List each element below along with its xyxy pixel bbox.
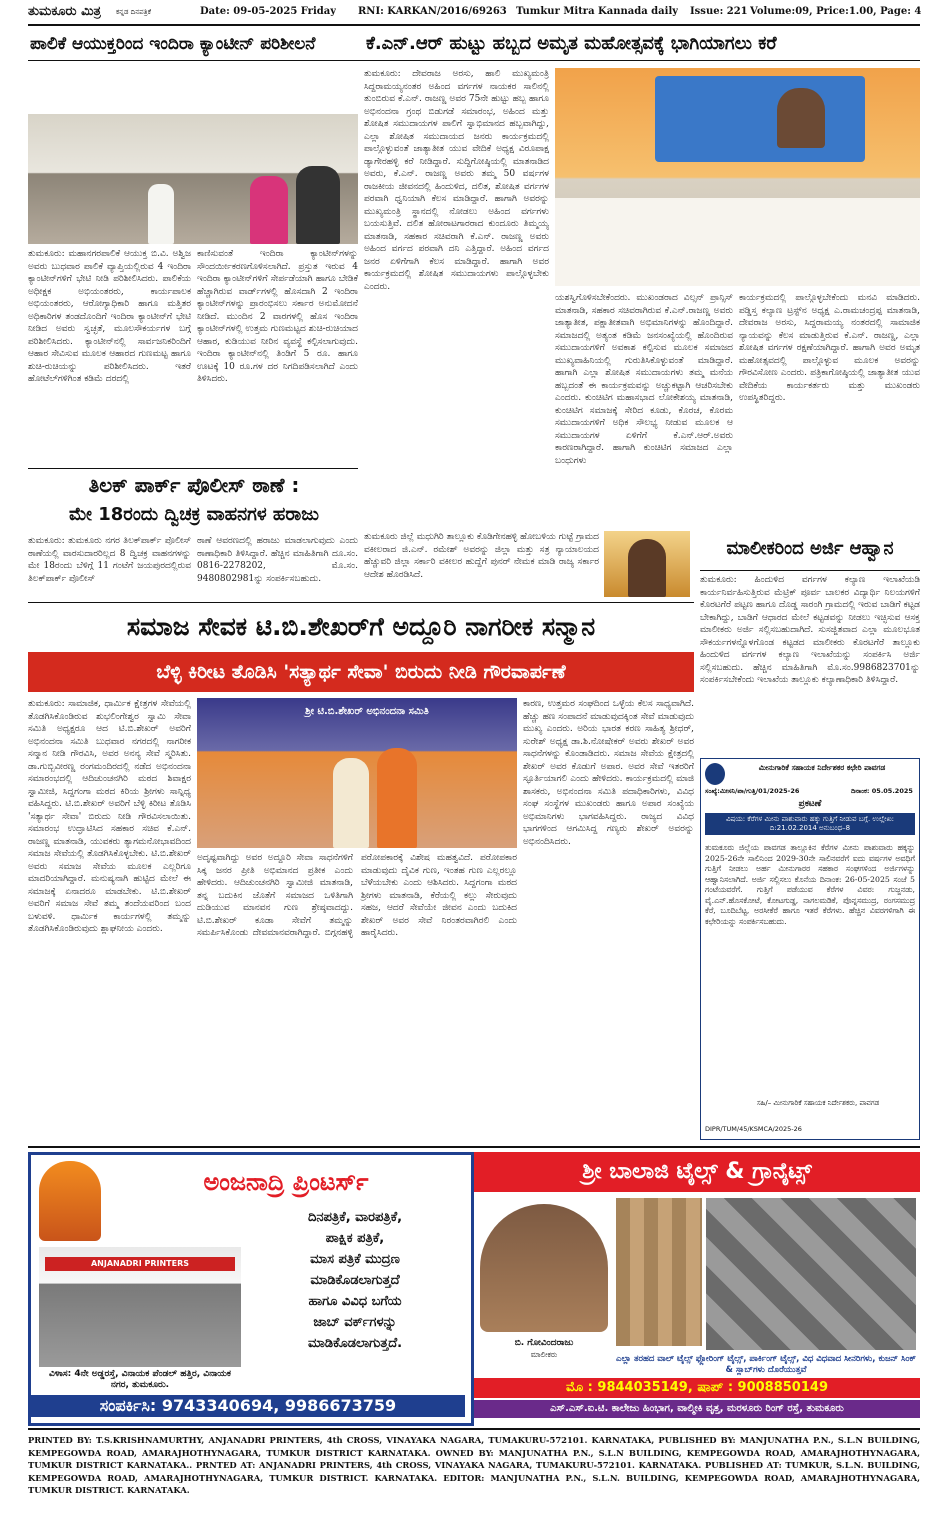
photo-person-white	[148, 184, 174, 244]
ad2-person: ಬಿ. ಗೋವಿಂದರಾಜು	[514, 1338, 574, 1348]
ad2-person-role: ಮಾಲೀಕರು	[530, 1350, 558, 1359]
ad1-contact: ಸಂಪರ್ಕಿಸಿ: 9743340694, 9986673759	[31, 1395, 465, 1417]
masthead-volume: Volume:09, Price:1.00, Page: 4	[750, 6, 922, 17]
ad1-lines	[249, 1207, 461, 1354]
story3-rule	[28, 468, 358, 469]
notice-sign: ಸಹಿ/– ಮೀನುಗಾರಿಕೆ ಸಹಾಯಕ ನಿರ್ದೇಶಕರು, ಪಾವಗಡ	[756, 1099, 880, 1107]
story3-headline2: ಮೇ 18ರಂದು ದ್ವಿಚಕ್ರ ವಾಹನಗಳ ಹರಾಜು	[68, 504, 320, 525]
ad1-shop-photo	[39, 1247, 241, 1367]
ad2-sample-tiles	[616, 1198, 702, 1346]
ad1-line: ದಿನಪತ್ರಿಕೆ, ವಾರಪತ್ರಿಕೆ,	[307, 1210, 403, 1225]
story5-subhead: ಬೆಳ್ಳಿ ಕಿರೀಟ ತೊಡಿಸಿ 'ಸತ್ಯಾರ್ಥ ಸೇವಾ' ಬಿರುದು ನೀಡಿ ಗೌರವಾರ್ಪಣೆ	[156, 661, 566, 683]
headline-rule	[28, 60, 920, 61]
ad2-address: ಎಸ್.ಎಸ್.ಐ.ಟಿ. ಕಾಲೇಜು ಹಿಂಭಾಗ, ವಾಲ್ಮೀಕಿ ವೃತ್ತ, ಮರಳೂರು ರಿಂಗ್ ರಸ್ತೆ, ತುಮಕೂರು	[474, 1400, 920, 1418]
ad-balaji-tiles	[474, 1152, 920, 1420]
notice-date: ದಿನಾಂಕ: 05.05.2025	[851, 787, 913, 795]
notice-box	[700, 758, 920, 1140]
notice-body: ತುಮಕೂರು ಜಿಲ್ಲೆಯ ಪಾವಗಡ ತಾಲ್ಲೂಕಿನ ಕೆರೆಗಳ ಮೀನು ಪಾಶುವಾರು ಹಕ್ಕನ್ನು 2025-26ನೇ ಸಾಲಿನಿಂದ 2029-30ನೇ ಸಾಲಿನವರೆಗೆ ಐದು ವರ್ಷಗಳ ಅವಧಿಗೆ ಗುತ್ತಿಗೆ ನೀಡಲು ಅರ್ಹ ಮೀನುಗಾರರ ಸಹಕಾರ ಸಂಘಗಳಿಂದ ಅರ್ಜಿಗಳನ್ನು ಆಹ್ವಾನಿಸಲಾಗಿದೆ. ಅರ್ಜಿ ಸಲ್ಲಿಸಲು ಕೊನೆಯ ದಿನಾಂಕ: 26-05-2025 ಸಂಜೆ 5 ಗಂಟೆಯವರೆಗೆ. ಗುತ್ತಿಗೆ ಪಡೆಯುವ ಕೆರೆಗಳ ವಿವರ: ಗುಜ್ಜನಡು, ವೈ.ಎನ್.ಹೊಸಕೋಟೆ, ಕೋಟಗುಡ್ಡ, ನಾಗಲಮಡಿಕೆ, ಪೊನ್ನಸಮುದ್ರ, ರಂಗಸಮುದ್ರ ಕೆರೆ, ಬೂದಿಬೆಟ್ಟ, ಅರಸೀಕೆರೆ ಹಾಗೂ ಇತರೆ ಕೆರೆಗಳು. ಹೆಚ್ಚಿನ ವಿವರಗಳಿಗಾಗಿ ಈ ಕಛೇರಿಯನ್ನು ಸಂಪರ್ಕಿಸಬಹುದು.	[705, 843, 915, 926]
ad1-title: ಅಂಜನಾದ್ರಿ ಪ್ರಿಂಟರ್ಸ್	[203, 1168, 369, 1196]
notice-org: ಮೀನುಗಾರಿಕೆ ಸಹಾಯಕ ನಿರ್ದೇಶಕರ ಕಛೇರಿ ಪಾವಗಡ	[758, 763, 886, 772]
brief-portrait	[628, 539, 666, 597]
story3-col2: ಠಾಣೆ ಆವರಣದಲ್ಲಿ ಹರಾಜು ಮಾಡಲಾಗುವುದು ಎಂದು ಠಾಣಾಧಿಕಾರಿ ತಿಳಿಸಿದ್ದಾರೆ. ಹೆಚ್ಚಿನ ಮಾಹಿತಿಗಾಗಿ ದೂ.ಸಂ. 0816-2278202, ಮೊ.ಸಂ. 9480802981ನ್ನು ಸಂಪರ್ಕಿಸಬಹುದು.	[197, 536, 358, 584]
story2-photo	[555, 68, 920, 286]
ad2-phones: ಮೊ : 9844035149, ಷಾಪ್ : 9008850149	[474, 1378, 920, 1398]
notice-emblem	[705, 763, 725, 785]
story5-col1: ತುಮಕೂರು: ಸಾಮಾಜಿಕ, ಧಾರ್ಮಿಕ ಕ್ಷೇತ್ರಗಳ ಸೇವೆಯಲ್ಲಿ ತೊಡಗಿಸಿಕೊಂಡಿರುವ ಶುಭಲಿಂಗೇಶ್ವರ ಸ್ವಾಮಿ ಸೇವಾ ಸಮಿತಿ ಅಧ್ಯಕ್ಷರೂ ಆದ ಟಿ.ಬಿ.ಶೇಖರ್ ಅವರಿಗೆ ಅಭಿನಂದನಾ ಸಮಿತಿ ಬುಧವಾರ ನಗರದಲ್ಲಿ ನಾಗರೀಕ ಸನ್ಮಾನ ನೀಡಿ ಗೌರವಿಸಿ, ಅವರ ಅನನ್ಯ ಸೇವೆ ಸ್ಮರಿಸಿತು. ಡಾ.ಗುಬ್ಬಿವೀರಣ್ಣ ರಂಗಮಂದಿರದಲ್ಲಿ ನಡೆದ ಅಭಿನಂದನಾ ಸಮಾರಂಭದಲ್ಲಿ ಆದಿಚುಂಚನಗಿರಿ ಮಠದ ಶಿವಾಕ್ಷರ ಸ್ವಾಮೀಜಿ, ಸಿದ್ದಗಂಗಾ ಮಠದ ಕಿರಿಯ ಶ್ರೀಗಳು ಸಾನ್ನಿಧ್ಯ ವಹಿಸಿದ್ದರು. ಟಿ.ಬಿ.ಶೇಖರ್ ಅವರಿಗೆ ಬೆಳ್ಳಿ ಕಿರೀಟ ತೊಡಿಸಿ 'ಸತ್ಯಾರ್ಥ ಸೇವಾ' ಬಿರುದು ನೀಡಿ ಗೌರವಿಸಲಾಯಿತು. ಸಮಾರಂಭ ಉದ್ಘಾಟಿಸಿದ ಸಹಕಾರ ಸಚಿವ ಕೆ.ಎನ್. ರಾಜಣ್ಣ ಮಾತನಾಡಿ, ಯುವಕರು ತ್ಯಾಗಮನೋಭಾವದಿಂದ ಸಮಾಜ ಸೇವೆಯಲ್ಲಿ ತೊಡಗಿಸಿಕೊಳ್ಳಬೇಕು. ಟಿ.ಬಿ.ಶೇಖರ್ ಅವರು ಸಮಾಜ ಸೇವೆಯ ಮೂಲಕ ಎಲ್ಲರಿಗೂ ಮಾದರಿಯಾಗಿದ್ದಾರೆ. ಮನುಷ್ಯನಾಗಿ ಹುಟ್ಟಿದ ಮೇಲೆ ಈ ಸಮಾಜಕ್ಕೆ ಏನಾದರೂ ಮಾಡಬೇಕು. ಟಿ.ಬಿ.ಶೇಖರ್ ಅವರಿಗೆ ಸಮಾಜ ಸೇವೆ ತಮ್ಮ ತಂದೆಯವರಿಂದ ಬಂದ ಬಳುವಳಿ. ಧಾರ್ಮಿಕ ಕಾರ್ಯಗಳಲ್ಲಿ ತಮ್ಮನ್ನು ತೊಡಗಿಸಿಕೊಂಡಿರುವುದು ಶ್ಲಾಘನೀಯ ಎಂದರು.	[28, 699, 191, 934]
story5-subhead-band	[28, 652, 694, 692]
story1-col2: ಕಾಣಿಸುವಂತೆ ಇಂದಿರಾ ಕ್ಯಾಂಟೀನ್‌ಗಳನ್ನು ಸೌಂದರ್ಯೀಕರಣಗೊಳಿಸಲಾಗಿದೆ. ಪ್ರಸ್ತುತ ಇರುವ 4 ಇಂದಿರಾ ಕ್ಯಾಂಟೀನ್‌ಗಳಿಗೆ ಸೇರ್ಪಡೆಯಾಗಿ ಹಾಗೂ ಬೇಡಿಕೆ ಹೆಚ್ಚಾಗಿರುವ ವಾರ್ಡ್‌ಗಳಲ್ಲಿ ಹೊಸದಾಗಿ 2 ಇಂದಿರಾ ಕ್ಯಾಂಟೀನ್‌ಗಳನ್ನು ಪ್ರಾರಂಭಿಸಲು ಸರ್ಕಾರ ಅನುಮೋದನೆ ನೀಡಿದೆ. ಮುಂದಿನ 2 ವಾರಗಳಲ್ಲಿ ಹೊಸ ಇಂದಿರಾ ಕ್ಯಾಂಟೀನ್‌ಗಳಲ್ಲಿ ಉತ್ತಮ ಗುಣಮಟ್ಟದ ಶುಚಿ-ರುಚಿಯಾದ ಆಹಾರ, ಕುಡಿಯುವ ನೀರಿನ ವ್ಯವಸ್ಥೆ ಕಲ್ಪಿಸಲಾಗುವುದು. ಇಂದಿರಾ ಕ್ಯಾಂಟೀನ್‌ನಲ್ಲಿ ತಿಂಡಿಗೆ 5 ರೂ. ಹಾಗೂ ಊಟಕ್ಕೆ 10 ರೂ.ಗಳ ದರ ನಿಗದಿಪಡಿಸಲಾಗಿದೆ ಎಂದು ತಿಳಿಸಿದರು.	[197, 249, 358, 384]
story2-col2: ಯಶಸ್ವಿಗೊಳಿಸಬೇಕೆಂದರು. ಮುಖಂಡರಾದ ವಿಲ್ಸನ್ ಪ್ರಾನ್ಸಿಸ್ ಮಾತನಾಡಿ, ಸಹಕಾರ ಸಚಿವರಾಗಿರುವ ಕೆ.ಎನ್.ರಾಜಣ್ಣ ಅವರು ಜಾತ್ಯಾತೀತ, ಪಕ್ಷಾತೀತವಾಗಿ ಅಭಿಮಾನಿಗಳನ್ನು ಹೊಂದಿದ್ದಾರೆ. ಸಮಾಜದಲ್ಲಿ ಅತ್ಯಂತ ಕಡಿಮೆ ಜನಸಂಖ್ಯೆಯಲ್ಲಿ ಹೊಂದಿರುವ ಸಮುದಾಯಗಳಿಗೆ ಅವಕಾಶ ಕಲ್ಪಿಸುವ ಮೂಲಕ ಸಮಾಜದ ಮುಖ್ಯವಾಹಿನಿಯಲ್ಲಿ ಗುರುತಿಸಿಕೊಳ್ಳುವಂತೆ ಮಾಡಿದ್ದಾರೆ. ಹಾಗಾಗಿ ಎಲ್ಲಾ ಶೋಷಿತ ಸಮುದಾಯಗಳು ತಮ್ಮ ಮನೆಯ ಹಬ್ಬದಂತೆ ಈ ಕಾರ್ಯಕ್ರಮವನ್ನು ಅಚ್ಚುಕಟ್ಟಾಗಿ ಆಚರಿಸಬೇಕು ಎಂದರು. ಕುಂಚಿಟಿಗ ಮಹಾಸಭಾದ ಲೋಕೇಶಯ್ಯ ಮಾತನಾಡಿ, ಕುಂಚಿಟಿಗ ಸಮಾಜಕ್ಕೆ ಸೇರಿದ ಕೂಡು, ಕೊರಚ, ಕೊರಮ ಸಮುದಾಯಗಳಿಗೆ ಅಧಿಕ ಸೌಲಭ್ಯ ನೀಡುವ ಮೂಲಕ ಆ ಸಮುದಾಯಗಳ ಏಳಿಗೆಗೆ ಕೆ.ಎನ್.ಆರ್.ಅವರು ಕಾರಣರಾಗಿದ್ದಾರೆ. ಹಾಗಾಗಿ ಕುಂಚಿಟಿಗ ಸಮಾಜದ ಎಲ್ಲಾ ಬಂಧುಗಳು	[555, 293, 733, 466]
ad1-line: ಮಾಡಿಕೊಡಲಾಗುತ್ತದೆ.	[307, 1336, 403, 1351]
masthead-issue: Issue: 221	[690, 6, 748, 17]
ad1-line: ಮಾಸ ಪತ್ರಿಕೆ ಮುದ್ರಣ	[310, 1252, 400, 1267]
story5-col2: ಅದೃಷ್ಟವಾಗಿದ್ದು ಅವರ ಅದ್ದೂರಿ ಸೇವಾ ಸಾಧನೆಗಳಿಗೆ ಸಿಕ್ಕ ಜನರ ಪ್ರೀತಿ ಅಭಿಮಾನದ ಪ್ರತೀಕ ಎಂದು ಹೇಳಿದರು. ಆದಿಚುಂಚನಗಿರಿ ಸ್ವಾಮೀಜಿ ಮಾತನಾಡಿ, ತನ್ನ ಬದುಕಿನ ಜೊತೆಗೆ ಸಮಾಜದ ಒಳಿತಿಗಾಗಿ ದುಡಿಯುವ ಮಾನವನ ಗುಣ ಶ್ರೇಷ್ಠವಾದದ್ದು. ಟಿ.ಬಿ.ಶೇಖರ್ ಕೂಡಾ ಸೇವೆಗೆ ತಮ್ಮನ್ನು ಸಮರ್ಪಿಸಿಕೊಂಡು ದೇವಮಾನವರಾಗಿದ್ದಾರೆ. ಬಿಗ್ಗನಹಳ್ಳಿ ಪರೋಪಕಾರಕ್ಕೆ ವಿಶೇಷ ಮಹತ್ವವಿದೆ. ಪರೋಪಕಾರ ಮಾಡುವುದು ದೈವಿಕ ಗುಣ, ಇಂತಹ ಗುಣ ಎಲ್ಲರಲ್ಲೂ ಬೆಳೆಯಬೇಕು ಎಂದು ಆಶಿಸಿದರು. ಸಿದ್ದಗಂಗಾ ಮಠದ ಶ್ರೀಗಳು ಮಾತನಾಡಿ, ಕೆರೆಯಲ್ಲಿ ಕಲ್ಲು ಸೇರುವುದು ಸಹಜ, ಆದರೆ ಸೇವೆಯೇ ಜೀವನ ಎಂದು ಬದುಕಿದ ಶೇಖರ್ ಅವರ ಸೇವೆ ನಿರಂತರವಾಗಿರಲಿ ಎಂದು ಹಾರೈಸಿದರು.	[197, 853, 517, 938]
ad1-line: ಪಾಕ್ಷಿಕ ಪತ್ರಿಕೆ,	[325, 1231, 385, 1246]
photo-person-dark	[296, 166, 340, 244]
ad1-line: ಜಾಬ್ ವರ್ಕ್‌ಗಳನ್ನು	[313, 1315, 397, 1330]
story2-col3: ಕಾರ್ಯಕ್ರಮದಲ್ಲಿ ಪಾಲ್ಗೊಳ್ಳಬೇಕೆಂದು ಮನವಿ ಮಾಡಿದರು. ಪಡ್ಡಿಸ್ತ ಕಲ್ಯಾಣ ಟ್ರಸ್ಟ್‌ನ ಅಧ್ಯಕ್ಷ ಎ.ರಾಮಚಂದ್ರಪ್ಪ ಮಾತನಾಡಿ, ದೇವರಾಜ ಅರಸು, ಸಿದ್ದರಾಮಯ್ಯ ನಂತರದಲ್ಲಿ ಸಾಮಾಜಿಕ ನ್ಯಾಯವನ್ನು ಕೆಲಸ ಮಾಡುತ್ತಿರುವ ಕೆ.ಎನ್. ರಾಜಣ್ಣ, ಎಲ್ಲಾ ಶೋಷಿತ ವರ್ಗಗಳ ರಕ್ಷಣೆಯಾಗಿದ್ದಾರೆ. ಹಾಗಾಗಿ ಅವರ ಅಮೃತ ಮಹೋತ್ಸವದಲ್ಲಿ ಪಾಲ್ಗೊಳ್ಳುವ ಮೂಲಕ ಅವರನ್ನು ಗೌರವಿಸೋಣ ಎಂದರು. ಪತ್ರಿಕಾಗೋಷ್ಠಿಯಲ್ಲಿ ಜಾತ್ಯಾತೀತ ಯುವ ವೇದಿಕೆಯ ಕಾರ್ಯಕರ್ತರು ಮತ್ತು ಮುಖಂಡರು ಉಪಸ್ಥಿತರಿದ್ದರು.	[739, 293, 920, 403]
story1-photo	[28, 114, 358, 244]
masthead-rni: RNI: KARKAN/2016/69263	[358, 6, 507, 17]
photo-swamiji	[377, 748, 417, 848]
story5-photo-banner: ಶ್ರೀ ಟಿ.ಬಿ.ಶೇಖರ್ ಅಭಿನಂದನಾ ಸಮಿತಿ	[305, 706, 429, 717]
story4-text: ತುಮಕೂರು: ಹಿಂದುಳಿದ ವರ್ಗಗಳ ಕಲ್ಯಾಣ ಇಲಾಖೆಯಡಿ ಕಾರ್ಯನಿರ್ವಹಿಸುತ್ತಿರುವ ಮೆಟ್ರಿಕ್ ಪೂರ್ವ ಬಾಲಕರ ವಿದ್ಯಾರ್ಥಿ ನಿಲಯಗಳಿಗೆ ಕೊರಟಗೆರೆ ಪಟ್ಟಣ ಹಾಗೂ ದೊಡ್ಡ ಸಾರಂಗಿ ಗ್ರಾಮದಲ್ಲಿ ಇರುವ ಬಾಡಿಗೆ ಕಟ್ಟಡ ಬೇಕಾಗಿದ್ದು, ಬಾಡಿಗೆ ಆಧಾರದ ಮೇಲೆ ಕಟ್ಟಡವನ್ನು ನೀಡಲು ಇಚ್ಛಿಸುವ ಆಸಕ್ತ ಮಾಲೀಕರು ಅರ್ಜಿ ಸಲ್ಲಿಸಬಹುದಾಗಿದೆ. ಸುಸಜ್ಜಿತವಾದ ಎಲ್ಲಾ ಮೂಲಭೂತ ಸೌಕರ್ಯಗಳನ್ನೊಳಗೊಂಡ ಕಟ್ಟಡದ ಮಾಲೀಕರು ಕೊರಟಗೆರೆ ತಾಲ್ಲೂಕು ಹಿಂದುಳಿದ ವರ್ಗಗಳ ಕಲ್ಯಾಣ ಇಲಾಖೆಯನ್ನು ಸಂಪರ್ಕಿಸಿ ಅರ್ಜಿ ಸಲ್ಲಿಸಬಹುದು. ಹೆಚ್ಚಿನ ಮಾಹಿತಿಗಾಗಿ ಮೊ.ಸಂ.9986823701ನ್ನು ಸಂಪರ್ಕಿಸಬೇಕೆಂದು ಇಲಾಖೆಯ ತಾಲ್ಲೂಕು ಕಲ್ಯಾಣಾಧಿಕಾರಿ ತಿಳಿಸಿದ್ದಾರೆ.	[700, 575, 920, 685]
masthead-date: Date: 09-05-2025 Friday	[200, 6, 337, 17]
photo-honoree	[333, 758, 369, 848]
story5-rule	[28, 602, 694, 603]
ad2-person-photo	[480, 1204, 608, 1332]
ad1-line: ಹಾಗೂ ವಿವಿಧ ಬಗೆಯ	[308, 1294, 402, 1309]
ad1-hanuman-image	[39, 1161, 101, 1241]
masthead-logo: ತುಮಕೂರು ಮಿತ್ರ	[28, 4, 101, 19]
brief-text: ತುಮಕೂರು ಜಿಲ್ಲೆ ಮಧುಗಿರಿ ತಾಲ್ಲೂಕು ಕೊಡಿಗೇನಹಳ್ಳಿ ಹೋಬಳಿಯ ಗುಟ್ಟೆ ಗ್ರಾಮದ ವಕೀಲರಾದ ಜಿ.ಎನ್. ರಮೇಶ್ ಅವರನ್ನು ಜಿಲ್ಲಾ ಮತ್ತು ಸತ್ರ ನ್ಯಾಯಾಲಯದ ಹೆಚ್ಚುವರಿ ಜಿಲ್ಲಾ ಸರ್ಕಾರಿ ವಕೀಲರ ಹುದ್ದೆಗೆ ಪುನರ್ ನೇಮಕ ಮಾಡಿ ರಾಜ್ಯ ಸರ್ಕಾರ ಆದೇಶ ಹೊರಡಿಸಿದೆ.	[364, 532, 599, 580]
masthead	[28, 4, 920, 24]
photo-banner	[655, 76, 865, 162]
ad2-tiles-image	[706, 1198, 916, 1350]
story1-headline: ಪಾಲಿಕೆ ಆಯುಕ್ತರಿಂದ ಇಂದಿರಾ ಕ್ಯಾಂಟೀನ್ ಪರಿಶೀಲನೆ	[30, 34, 316, 54]
ads-rule	[28, 1146, 920, 1148]
story4-rule	[700, 570, 920, 571]
photo-table	[555, 198, 920, 286]
photo-portrait	[777, 88, 825, 148]
story5-col3: ಕಾರಣ, ಉತ್ತಮರ ಸಂಘದಿಂದ ಒಳ್ಳೆಯ ಕೆಲಸ ಸಾಧ್ಯವಾಗಿದೆ. ಹೆಚ್ಚು ಹಣ ಸಂಪಾದನೆ ಮಾಡುವುದಕ್ಕಿಂತ ಸೇವೆ ಮಾಡುವುದು ಮುಖ್ಯ ಎಂದರು. ಅರಿಯ ಭಾರತ ಕರಣ ಸಾಹಿತ್ಯ ಶ್ರೀಧರ್, ಸುರೇಶ್ ಅಧ್ಯಕ್ಷ ಡಾ.ಶಿ.ನೋಷೇಕರ್ ಅವರು ಶೇಖರ್ ಅವರ ಸಾಧನೆಗಳನ್ನು ಕೊಂಡಾಡಿದರು. ಸಮಾಜ ಸೇವೆಯ ಕ್ಷೇತ್ರದಲ್ಲಿ ಶೇಖರ್ ಅವರ ಕೊಡುಗೆ ಅಪಾರ. ಅವರ ಸೇವೆ ಇತರರಿಗೆ ಸ್ಫೂರ್ತಿಯಾಗಲಿ ಎಂದು ಹೇಳಿದರು. ಕಾರ್ಯಕ್ರಮದಲ್ಲಿ ಮಾಜಿ ಶಾಸಕರು, ಅಭಿನಂದನಾ ಸಮಿತಿ ಪದಾಧಿಕಾರಿಗಳು, ವಿವಿಧ ಸಂಘ ಸಂಸ್ಥೆಗಳ ಮುಖಂಡರು ಹಾಗೂ ಅಪಾರ ಸಂಖ್ಯೆಯ ಅಭಿಮಾನಿಗಳು ಭಾಗವಹಿಸಿದ್ದರು. ರಾಜ್ಯದ ವಿವಿಧ ಭಾಗಗಳಿಂದ ಆಗಮಿಸಿದ್ದ ಗಣ್ಯರು ಶೇಖರ್ ಅವರನ್ನು ಅಭಿನಂದಿಸಿದರು.	[523, 699, 694, 847]
footer-rule	[28, 1428, 920, 1430]
story2-col1: ತುಮಕೂರು: ದೇವರಾಜ ಅರಸು, ಹಾಲಿ ಮುಖ್ಯಮಂತ್ರಿ ಸಿದ್ದರಾಮಯ್ಯನಂತರ ಅಹಿಂದ ವರ್ಗಗಳ ನಾಯಕರ ಸಾಲಿನಲ್ಲಿ ತುಂಬಿರುವ ಕೆ.ಎನ್. ರಾಜಣ್ಣ ಅವರ 75ನೇ ಹುಟ್ಟು ಹಬ್ಬ ಹಾಗೂ ಅಭಿನಂದನಾ ಗ್ರಂಥ ಬಿಡುಗಡೆ ಸಮಾರಂಭ, ಅಹಿಂದ ಮತ್ತು ಶೋಷಿತ ಸಮುದಾಯಗಳ ಪಾಲಿಗೆ ಸ್ವಾಭಿಮಾನದ ಹಬ್ಬವಾಗಿದ್ದು, ಎಲ್ಲಾ ಶೋಷಿತ ಸಮುದಾಯದ ಜನರು ಕಾರ್ಯಕ್ರಮದಲ್ಲಿ ಪಾಲ್ಗೊಳ್ಳುವಂತೆ ಜಾತ್ಯಾತೀತ ಯುವ ವೇದಿಕೆ ಅಧ್ಯಕ್ಷ ವಿರೂಪಾಕ್ಷ ಡ್ಯಾಗೇರಹಳ್ಳಿ ಕರೆ ನೀಡಿದ್ದಾರೆ. ಸುದ್ದಿಗೋಷ್ಠಿಯಲ್ಲಿ ಮಾತನಾಡಿದ ಅವರು, ಕೆ.ಎನ್. ರಾಜಣ್ಣ ಅವರು ತಮ್ಮ 50 ವರ್ಷಗಳ ರಾಜಕೀಯ ಜೀವನದಲ್ಲಿ ಹಿಂದುಳಿದ, ದಲಿತ, ಶೋಷಿತ ವರ್ಗಗಳ ಪರವಾಗಿ ಧ್ವನಿಯಾಗಿ ಕೆಲಸ ಮಾಡಿದ್ದಾರೆ. ಹಾಗಾಗಿ ಅವರನ್ನು ಮುಖ್ಯಮಂತ್ರಿ ಸ್ಥಾನದಲ್ಲಿ ನೋಡಲು ಅಹಿಂದ ವರ್ಗಗಳು ಬಯಸುತ್ತಿವೆ. ದಲಿತ ಹೋರಾಟಗಾರರಾದ ಕುಂದೂರು ತಿಮ್ಮಯ್ಯ ಮಾತನಾಡಿ, ಸಹಕಾರ ಸಚಿವರಾಗಿ ಕೆ.ಎನ್. ರಾಜಣ್ಣ ಅವರು ಅಹಿಂದ ವರ್ಗದ ಪರವಾಗಿ ದನಿ ಎತ್ತಿದ್ದಾರೆ. ಅಹಿಂದ ವರ್ಗದ ಜನರ ಏಳಿಗೆಗಾಗಿ ಕೆಲಸ ಮಾಡಿದ್ದಾರೆ. ಹಾಗಾಗಿ ಅವರ ಕಾರ್ಯಕ್ರಮದಲ್ಲಿ ಶೋಷಿತ ಸಮುದಾಯಗಳು ಪಾಲ್ಗೊಳ್ಳಬೇಕು ಎಂದರು.	[364, 69, 549, 292]
story1-col1: ತುಮಕೂರು: ಮಹಾನಗರಪಾಲಿಕೆ ಆಯುಕ್ತ ಬಿ.ವಿ. ಅಶ್ವಿಜ ಅವರು ಬುಧವಾರ ಪಾಲಿಕೆ ವ್ಯಾಪ್ತಿಯಲ್ಲಿರುವ 4 ಇಂದಿರಾ ಕ್ಯಾಂಟೀನ್‌ಗಳಿಗೆ ಭೇಟಿ ನೀಡಿ ಪರಿಶೀಲಿಸಿದರು. ಪಾಲಿಕೆಯ ಅಧೀಕ್ಷಕ ಅಭಿಯಂತರರು, ಕಾರ್ಯಪಾಲಕ ಅಭಿಯಂತರರು, ಆರೋಗ್ಯಾಧಿಕಾರಿ ಹಾಗೂ ಮತ್ತಿತರ ಅಧಿಕಾರಿಗಳ ತಂಡದೊಂದಿಗೆ ಇಂದಿರಾ ಕ್ಯಾಂಟೀನ್‌ಗೆ ಭೇಟಿ ನೀಡಿದ ಅವರು ಸ್ವಚ್ಛತೆ, ಮೂಲಸೌಕರ್ಯಗಳ ಬಗ್ಗೆ ಪರಿಶೀಲಿಸಿದರು. ಕ್ಯಾಂಟೀನ್‌ನಲ್ಲಿ ಸಾರ್ವಜನಿಕರಿಂದಿಗೆ ಆಹಾರ ಸೇವಿಸುವ ಮೂಲಕ ಆಹಾರದ ಗುಣಮಟ್ಟ ಹಾಗೂ ಶುಚಿ-ರುಚಿಯನ್ನು ಪರಿಶೀಲಿಸಿದರು. ಇತರೆ ಹೋಟೆಲ್‌ಗಳಿಗಿಂತ ಕಡಿಮೆ ದರದಲ್ಲಿ	[28, 249, 191, 384]
masthead-logo-sub: ಕನ್ನಡ ದಿನಪತ್ರಿಕೆ	[116, 8, 152, 16]
story4-headline: ಮಾಲೀಕರಿಂದ ಅರ್ಜಿ ಆಹ್ವಾನ	[726, 538, 894, 559]
ad2-desc: ಎಲ್ಲಾ ತರಹದ ವಾಲ್ ಟೈಲ್ಸ್ ಫ್ಲೋರಿಂಗ್ ಟೈಲ್ಸ್, ಪಾರ್ಕಿಂಗ್ ಟೈಲ್ಸ್, ವಿಧ ವಿಧವಾದ ಸೀನರಿಗಳು, ಕುಜನ್ ಸಿಂಕ್ & ಸ್ಲಾಬ್‌ಗಳು ದೊರೆಯುತ್ತವೆ	[616, 1354, 916, 1375]
story3-headline1: ತಿಲಕ್ ಪಾರ್ಕ್ ಪೊಲೀಸ್ ಠಾಣೆ :	[88, 473, 300, 497]
ad-anjanadri	[28, 1152, 474, 1426]
footer-imprint: PRINTED BY: T.S.KRISHNAMURTHY, ANJANADRI PRINTERS, 4th CROSS, VINAYAKA NAGARA, TUMAKURU-572101. KARNATAKA, PUBLISHED BY: MANJUNATHA P.N., S.L.N BUILDING, KEMPEGOWDA ROAD, AMARAJHOTHYNAGARA, TUMKUR DISTRICT KARNATAKA. OWNED BY: MANJUNATHA P.N., S.L.N BUILDING, KEMPEGOWDA ROAD, AMARAJHOTHYNAGARA, TUMKUR DISTRICT KARNATAKA.. PRNTED AT: ANJANADRI PRINTERS, 4th CROSS, VINAYAKA NAGARA, TUMAKURU-572101. KARNATAKA. PUBLISHED AT: TUMKUR, S.L.N. BUILDING, KEMPEGOWDA ROAD, AMARAJHOTHYNAGARA, TUMKUR DISTRICT. KARNATAKA. EDITOR: MANJUNATHA P.N., S.L.N. BUILDING, KEMPEGOWDA ROAD, AMARAJHOTHYNAGARA, TUMKUR DISTRICT. KARNATAKA.	[28, 1435, 920, 1494]
notice-title: ಪ್ರಕಟಣೆ	[798, 799, 822, 809]
ad1-address: ವಿಳಾಸ: 4ನೇ ಅಡ್ಡರಸ್ತೆ, ವಿನಾಯಕ ಪೆಂಡಲ್ ಹತ್ತಿರ, ವಿನಾಯಕ ನಗರ, ತುಮಕೂರು.	[49, 1369, 231, 1390]
story5-photo	[197, 698, 517, 848]
masthead-paper: Tumkur Mitra Kannada daily	[516, 6, 679, 17]
masthead-rule	[28, 24, 920, 26]
story2-headline: ಕೆ.ಎನ್.ಆರ್ ಹುಟ್ಟು ಹಬ್ಬದ ಅಮೃತ ಮಹೋತ್ಸವಕ್ಕೆ ಭಾಗಿಯಾಗಲು ಕರೆ	[366, 33, 777, 54]
story5-headline: ಸಮಾಜ ಸೇವಕ ಟಿ.ಬಿ.ಶೇಖರ್‌ಗೆ ಅದ್ದೂರಿ ನಾಗರೀಕ ಸನ್ಮಾನ	[126, 612, 596, 641]
notice-dipr: DIPR/TUM/45/KSMCA/2025-26	[705, 1125, 802, 1133]
ad1-line: ಮಾಡಿಕೊಡಲಾಗುತ್ತದೆ	[310, 1273, 400, 1288]
notice-ref: ಸಂಖ್ಯೆ:ಮೀಸನಿ/ಪಾ/ಗುತ್ತಿ/01/2025-26	[705, 787, 800, 795]
ad1-shop-sign: ANJANADRI PRINTERS	[45, 1257, 235, 1271]
notice-subject: ವಿಷಯ: ಕೆರೆಗಳ ಮೀನು ಪಾಶುವಾರು ಹಕ್ಕು ಗುತ್ತಿಗೆ ನೀಡುವ ಬಗ್ಗೆ. ಉಲ್ಲೇಖ: ದಿ:21.02.2014 ಅನುಬಂಧ–8	[705, 813, 915, 835]
story3-col1: ತುಮಕೂರು: ತುಮಕೂರು ನಗರ ತಿಲಕ್‌ಪಾರ್ಕ್ ಪೊಲೀಸ್ ಠಾಣೆಯಲ್ಲಿ ವಾರಸುದಾರರಿಲ್ಲದ 8 ದ್ವಿಚಕ್ರ ವಾಹನಗಳನ್ನು ಮೇ 18ರಂದು ಬೆಳಿಗ್ಗೆ 11 ಗಂಟೆಗೆ ಜಯಪುರದಲ್ಲಿರುವ ತಿಲಕ್‌ಪಾರ್ಕ್ ಪೊಲೀಸ್	[28, 536, 191, 584]
brief-photo	[604, 531, 690, 597]
photo-person-pink	[250, 176, 288, 244]
ad2-title: ಶ್ರೀ ಬಾಲಾಜಿ ಟೈಲ್ಸ್ & ಗ್ರಾನೈಟ್ಸ್	[474, 1152, 920, 1192]
